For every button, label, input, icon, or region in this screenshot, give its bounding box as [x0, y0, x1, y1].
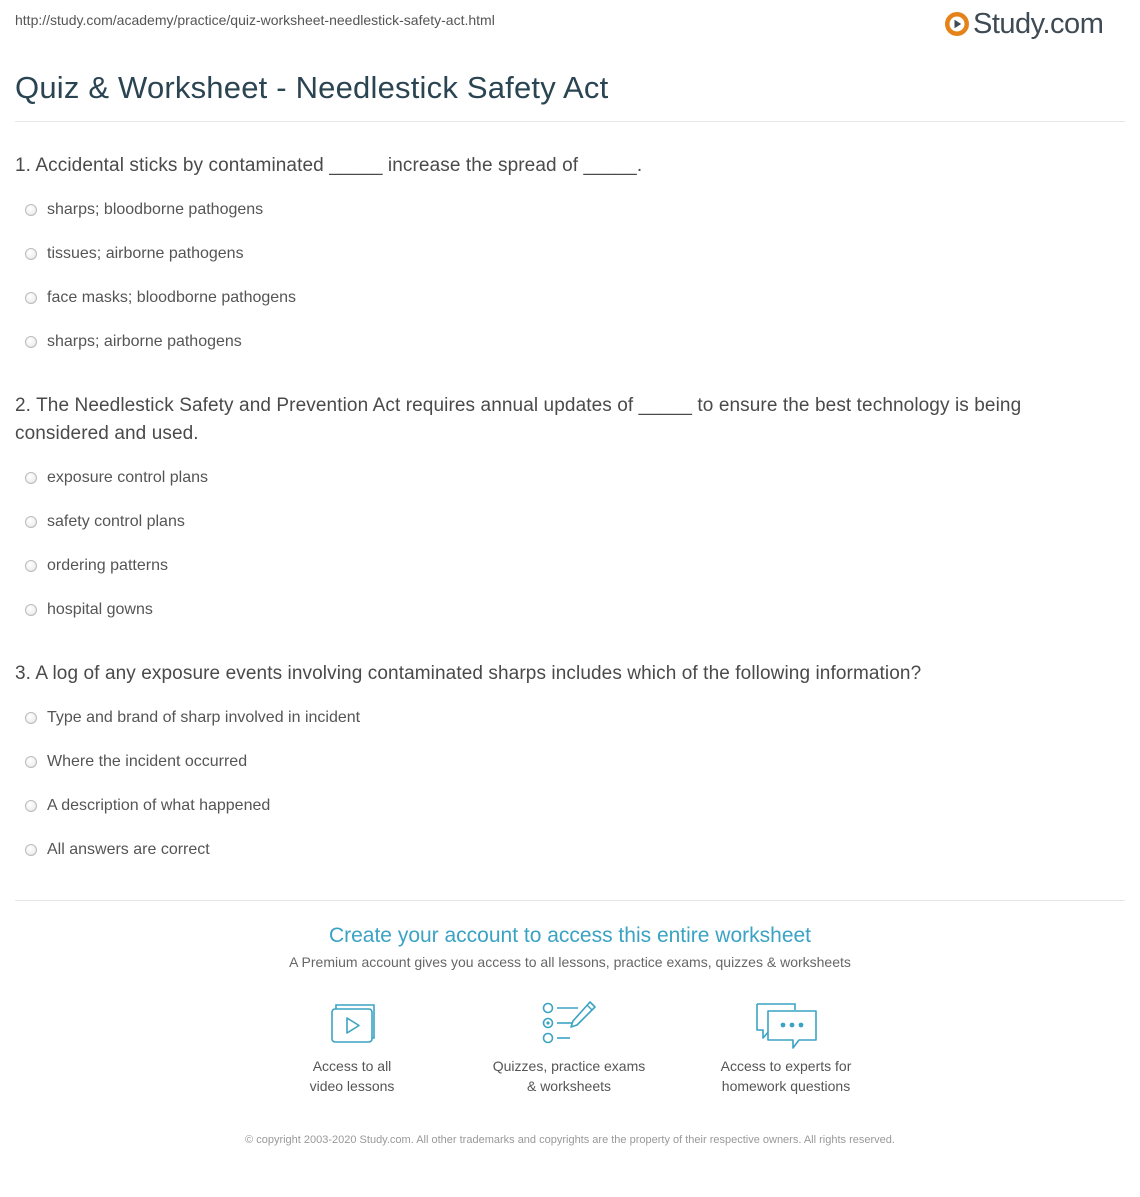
answer-label: hospital gowns: [47, 601, 153, 618]
question-2: [15, 392, 1110, 632]
answer-list: [15, 456, 1110, 632]
answer-label: tissues; airborne pathogens: [47, 245, 244, 262]
answer-label: sharps; bloodborne pathogens: [47, 201, 264, 218]
answer-label: safety control plans: [47, 513, 185, 530]
quiz-checklist-icon: [540, 1000, 598, 1046]
feature-experts: [686, 1000, 886, 1096]
radio-button[interactable]: [25, 336, 37, 348]
radio-button[interactable]: [25, 204, 37, 216]
answer-option[interactable]: [15, 696, 1110, 740]
answer-option[interactable]: [15, 500, 1110, 544]
page-url: http://study.com/academy/practice/quiz-worksheet-needlestick-safety-act.html: [15, 12, 495, 28]
chat-bubbles-icon: [753, 1000, 819, 1052]
radio-button[interactable]: [25, 560, 37, 572]
play-circle-icon: [944, 11, 970, 37]
question-text: 2. The Needlestick Safety and Prevention Act requires annual updates of _____ to ensure the best technology is being considered and used.: [15, 395, 1022, 444]
answer-label: Type and brand of sharp involved in incident: [47, 709, 361, 726]
cta-title-link[interactable]: Create your account to access this entire worksheet: [328, 924, 812, 947]
answer-label: exposure control plans: [47, 469, 208, 486]
answer-list: [15, 188, 1110, 364]
question-text: 1. Accidental sticks by contaminated _____ increase the spread of _____.: [15, 155, 643, 176]
radio-button[interactable]: [25, 472, 37, 484]
answer-option[interactable]: [15, 588, 1110, 632]
video-lessons-icon: [325, 1000, 379, 1046]
radio-button[interactable]: [25, 844, 37, 856]
answer-option[interactable]: [15, 828, 1110, 872]
answer-label: sharps; airborne pathogens: [47, 333, 242, 350]
answer-label: Where the incident occurred: [47, 753, 248, 770]
feature-video-lessons: [252, 1000, 452, 1096]
header-divider: [15, 121, 1125, 122]
radio-button[interactable]: [25, 604, 37, 616]
cta-subtitle: A Premium account gives you access to all lessons, practice exams, quizzes & worksheets: [289, 954, 851, 970]
question-3: [15, 660, 1110, 872]
study-logo[interactable]: [944, 8, 1103, 40]
logo-text: Study.com: [973, 8, 1104, 40]
answer-label: face masks; bloodborne pathogens: [47, 289, 297, 306]
signup-cta: [0, 924, 1140, 970]
radio-button[interactable]: [25, 248, 37, 260]
question-1: [15, 152, 1110, 364]
answer-label: ordering patterns: [47, 557, 168, 574]
answer-option[interactable]: [15, 232, 1110, 276]
copyright-footer: © copyright 2003-2020 Study.com. All other trademarks and copyrights are the property of their respective owners. All rights reserved.: [245, 1134, 895, 1146]
answer-option[interactable]: [15, 188, 1110, 232]
answer-option[interactable]: [15, 320, 1110, 364]
answer-option[interactable]: [15, 784, 1110, 828]
feature-label: Access to experts for homework questions: [720, 1058, 852, 1094]
radio-button[interactable]: [25, 756, 37, 768]
radio-button[interactable]: [25, 516, 37, 528]
answer-label: All answers are correct: [47, 841, 210, 858]
answer-option[interactable]: [15, 740, 1110, 784]
answer-label: A description of what happened: [47, 797, 271, 814]
feature-label: Quizzes, practice exams & worksheets: [492, 1058, 646, 1094]
page-title: Quiz & Worksheet - Needlestick Safety Act: [15, 70, 609, 105]
answer-option[interactable]: [15, 544, 1110, 588]
cta-divider: [15, 900, 1125, 901]
question-text: 3. A log of any exposure events involving contaminated sharps includes which of the following information?: [15, 663, 922, 684]
feature-quizzes: [469, 1000, 669, 1096]
feature-label: Access to all video lessons: [309, 1058, 395, 1094]
answer-list: [15, 696, 1110, 872]
answer-option[interactable]: [15, 456, 1110, 500]
radio-button[interactable]: [25, 712, 37, 724]
radio-button[interactable]: [25, 292, 37, 304]
answer-option[interactable]: [15, 276, 1110, 320]
radio-button[interactable]: [25, 800, 37, 812]
